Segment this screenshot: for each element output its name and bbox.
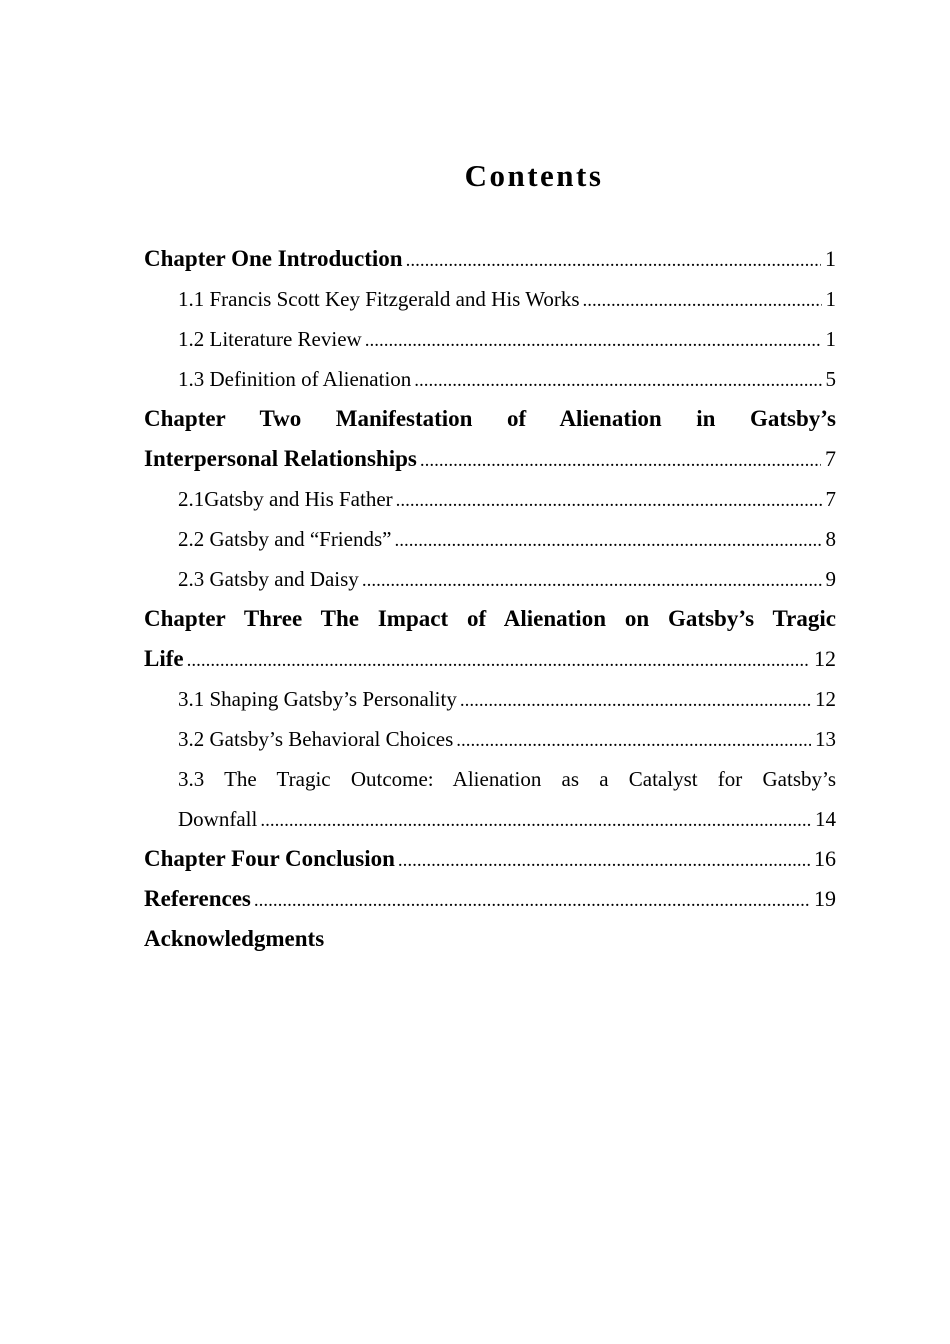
toc-entry-3-1[interactable] — [144, 679, 836, 719]
toc-entry-chapter-four[interactable] — [144, 839, 836, 879]
toc-page-number: 8 — [825, 527, 836, 551]
dot-leader — [396, 481, 822, 521]
toc-entry-label: 2.2 Gatsby and “Friends” — [178, 527, 392, 551]
toc-entry-3-3-line2[interactable] — [144, 799, 836, 839]
dot-leader — [456, 721, 811, 761]
toc-entry-label: Life — [144, 646, 184, 671]
toc-page-number: 13 — [815, 727, 836, 751]
dot-leader — [414, 361, 821, 401]
dot-leader — [365, 321, 822, 361]
toc-entry-label: 2.3 Gatsby and Daisy — [178, 567, 359, 591]
toc-entry-chapter-one[interactable] — [144, 239, 836, 279]
dot-leader — [460, 681, 811, 721]
toc-entry-acknowledgments[interactable] — [144, 919, 836, 959]
toc-page-number: 12 — [815, 687, 836, 711]
toc-entry-label: References — [144, 886, 251, 911]
toc-entry-label: Acknowledgments — [144, 926, 325, 951]
toc-entry-label: Chapter Four Conclusion — [144, 846, 395, 871]
dot-leader — [254, 881, 810, 921]
toc-page-number: 12 — [814, 646, 836, 671]
dot-leader — [260, 801, 811, 841]
toc-entry-label: 2.1Gatsby and His Father — [178, 487, 393, 511]
dot-leader — [394, 521, 821, 561]
dot-leader — [398, 841, 810, 881]
dot-leader — [187, 641, 810, 681]
toc-entry-3-2[interactable] — [144, 719, 836, 759]
toc-entry-1-1[interactable] — [144, 279, 836, 319]
toc-entry-label: Chapter Two Manifestation of Alienation in Gatsby’s — [144, 406, 836, 431]
toc-entry-label: Chapter One Introduction — [144, 246, 403, 271]
toc-entry-label: Interpersonal Relationships — [144, 446, 417, 471]
toc-entry-3-3-line1[interactable] — [144, 759, 836, 799]
toc-entry-label: 1.1 Francis Scott Key Fitzgerald and His Works — [178, 287, 580, 311]
table-of-contents — [144, 239, 836, 959]
toc-entry-label: 1.2 Literature Review — [178, 327, 362, 351]
toc-page-number: 7 — [825, 446, 836, 471]
toc-entry-2-3[interactable] — [144, 559, 836, 599]
toc-entry-1-3[interactable] — [144, 359, 836, 399]
toc-page-number: 1 — [825, 287, 836, 311]
dot-leader — [583, 281, 822, 321]
dot-leader — [362, 561, 822, 601]
toc-entry-label: 3.3 The Tragic Outcome: Alienation as a Catalyst for Gatsby’s — [178, 767, 836, 791]
toc-entry-label: Downfall — [178, 807, 258, 831]
toc-entry-chapter-three-line1[interactable] — [144, 599, 836, 639]
toc-entry-label: 3.1 Shaping Gatsby’s Personality — [178, 687, 457, 711]
toc-entry-label: Chapter Three The Impact of Alienation on Gatsby’s Tragic — [144, 606, 836, 631]
toc-page-number: 16 — [814, 846, 836, 871]
toc-entry-1-2[interactable] — [144, 319, 836, 359]
dot-leader — [420, 441, 821, 481]
toc-entry-label: 1.3 Definition of Alienation — [178, 367, 412, 391]
toc-page-number: 9 — [825, 567, 836, 591]
toc-entry-references[interactable] — [144, 879, 836, 919]
toc-entry-label: 3.2 Gatsby’s Behavioral Choices — [178, 727, 454, 751]
toc-page-number: 14 — [815, 807, 836, 831]
toc-entry-2-2[interactable] — [144, 519, 836, 559]
page-title: Contents — [464, 158, 604, 193]
toc-page-number: 5 — [825, 367, 836, 391]
toc-entry-chapter-two-line2[interactable] — [144, 439, 836, 479]
toc-entry-chapter-two-line1[interactable] — [144, 399, 836, 439]
toc-entry-chapter-three-line2[interactable] — [144, 639, 836, 679]
toc-page-number: 1 — [825, 246, 836, 271]
toc-page-number: 19 — [814, 886, 836, 911]
toc-page-number: 7 — [825, 487, 836, 511]
toc-entry-2-1[interactable] — [144, 479, 836, 519]
dot-leader — [406, 241, 821, 281]
toc-page-number: 1 — [825, 327, 836, 351]
